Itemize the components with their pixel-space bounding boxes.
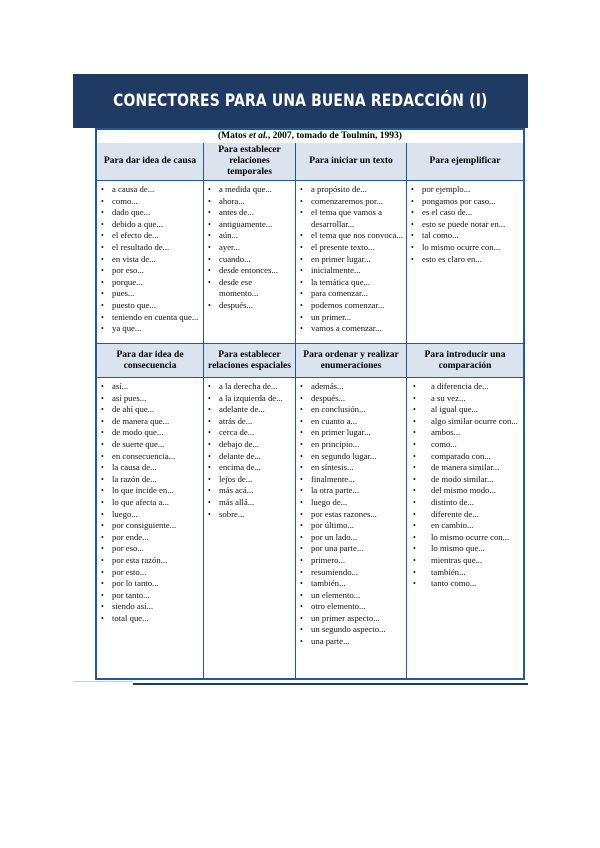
list-item: • a la izquierda de... <box>208 393 292 405</box>
source-italic: et al. <box>248 131 268 141</box>
column-header: Para dar idea de consecuencia <box>97 344 204 378</box>
list-item: • a medida que... <box>208 184 292 196</box>
table-grid <box>97 143 523 678</box>
list-item: • más acá... <box>208 485 292 497</box>
footer-rule-left <box>73 681 133 682</box>
list-item: • en primer lugar... <box>300 254 403 266</box>
list-item: • después... <box>208 300 292 312</box>
list-item: • el efecto de... <box>101 230 200 242</box>
connector-list <box>97 181 203 335</box>
list-item: • lo mismo que... <box>411 543 520 555</box>
list-item: • lejos de... <box>208 474 292 486</box>
list-item: • por esta razón... <box>101 555 200 567</box>
connector-cell <box>296 181 407 344</box>
list-item: • dado que... <box>101 207 200 219</box>
connector-list <box>204 378 295 520</box>
list-item: • por estas razones... <box>300 509 403 521</box>
column-header: Para ordenar y realizar enumeraciones <box>296 344 407 378</box>
list-item: • como... <box>411 439 520 451</box>
list-item: • de modo similar... <box>411 474 520 486</box>
list-item: • el tema que vamos a desarrollar... <box>300 207 403 230</box>
list-item: • ahora... <box>208 196 292 208</box>
source-prefix: (Matos <box>218 131 249 141</box>
list-item: • pongamos por caso... <box>411 196 520 208</box>
list-item: • también... <box>300 578 403 590</box>
list-item: • distinto de... <box>411 497 520 509</box>
list-item: • el presente texto... <box>300 242 403 254</box>
list-item: • además... <box>300 381 403 393</box>
column-header: Para establecer relaciones temporales <box>204 143 296 181</box>
list-item: • de ahí que... <box>101 404 200 416</box>
list-item: • debajo de... <box>208 439 292 451</box>
list-item: • la razón de... <box>101 474 200 486</box>
list-item: • por eso... <box>101 265 200 277</box>
connector-list <box>407 378 523 590</box>
list-item: • primero... <box>300 555 403 567</box>
list-item: • por lo tanto... <box>101 578 200 590</box>
list-item: • de manera similar... <box>411 462 520 474</box>
column-header: Para dar idea de causa <box>97 143 204 181</box>
list-item: • comenzaremos por... <box>300 196 403 208</box>
list-item: • podemos comenzar... <box>300 300 403 312</box>
list-item: • de manera que... <box>101 416 200 428</box>
connector-cell <box>407 378 523 678</box>
list-item: • por eso... <box>101 543 200 555</box>
source-citation <box>97 130 523 144</box>
connector-cell <box>204 181 296 344</box>
list-item: • la temática que... <box>300 277 403 289</box>
list-item: • es el caso de... <box>411 207 520 219</box>
list-item: • en primer lugar... <box>300 427 403 439</box>
list-item: • cerca de... <box>208 427 292 439</box>
list-item: • en principio... <box>300 439 403 451</box>
connector-list <box>407 181 523 265</box>
list-item: • tal como... <box>411 230 520 242</box>
connector-cell <box>407 181 523 344</box>
list-item: • lo mismo ocurre con... <box>411 532 520 544</box>
list-item: • porque... <box>101 277 200 289</box>
list-item: • por tanto... <box>101 590 200 602</box>
list-item: • así pues... <box>101 393 200 405</box>
list-item: • diferente de... <box>411 509 520 521</box>
list-item: • cuando... <box>208 254 292 266</box>
list-item: • para comenzar... <box>300 288 403 300</box>
list-item: • esto se puede notar en... <box>411 219 520 231</box>
list-item: • así... <box>101 381 200 393</box>
list-item: • antiguamente... <box>208 219 292 231</box>
connector-cell <box>204 378 296 678</box>
list-item: • a la derecha de... <box>208 381 292 393</box>
list-item: • atrás de... <box>208 416 292 428</box>
list-item: • algo similar ocurre con... <box>411 416 520 428</box>
connectors-table <box>95 128 525 680</box>
list-item: • de suerte que... <box>101 439 200 451</box>
list-item: • a causa de... <box>101 184 200 196</box>
list-item: • ayer... <box>208 242 292 254</box>
list-item: • el tema que nos convoca... <box>300 230 403 242</box>
list-item: • en cambio... <box>411 520 520 532</box>
list-item: • lo que afecta a... <box>101 497 200 509</box>
list-item: • lo mismo ocurre con... <box>411 242 520 254</box>
connector-list <box>204 181 295 312</box>
title-banner <box>73 74 528 128</box>
list-item: • pues... <box>101 288 200 300</box>
list-item: • esto es claro en... <box>411 254 520 266</box>
list-item: • ambos... <box>411 427 520 439</box>
connector-cell <box>97 181 204 344</box>
column-header: Para establecer relaciones espaciales <box>204 344 296 378</box>
list-item: • por último... <box>300 520 403 532</box>
connector-list <box>97 378 203 624</box>
column-header: Para ejemplificar <box>407 143 523 181</box>
list-item: • finalmente... <box>300 474 403 486</box>
list-item: • debido a que... <box>101 219 200 231</box>
list-item: • luego de... <box>300 497 403 509</box>
list-item: • un elemento... <box>300 590 403 602</box>
column-header: Para introducir una comparación <box>407 344 523 378</box>
column-header: Para iniciar un texto <box>296 143 407 181</box>
list-item: • siendo así... <box>101 601 200 613</box>
list-item: • en cuanto a... <box>300 416 403 428</box>
source-suffix: , 2007, tomado de Toulmin, 1993) <box>267 131 402 141</box>
list-item: • en consecuencia... <box>101 451 200 463</box>
connector-cell <box>296 378 407 678</box>
list-item: • inicialmente... <box>300 265 403 277</box>
list-item: • por una parte... <box>300 543 403 555</box>
list-item: • resumiendo... <box>300 567 403 579</box>
footer-rule <box>133 683 528 685</box>
list-item: • antes de... <box>208 207 292 219</box>
list-item: • por consiguiente... <box>101 520 200 532</box>
list-item: • la causa de... <box>101 462 200 474</box>
body-row <box>97 181 523 344</box>
connector-list <box>296 181 406 335</box>
list-item: • como... <box>101 196 200 208</box>
list-item: • luego... <box>101 509 200 521</box>
list-item: • otro elemento... <box>300 601 403 613</box>
list-item: • de modo que... <box>101 427 200 439</box>
list-item: • ya que... <box>101 323 200 335</box>
list-item: • a propósito de... <box>300 184 403 196</box>
header-row <box>97 344 523 378</box>
page-title: CONECTORES PARA UNA BUENA REDACCIÓN (I) <box>113 91 488 111</box>
list-item: • también... <box>411 567 520 579</box>
list-item: • encima de... <box>208 462 292 474</box>
list-item: • comparado con... <box>411 451 520 463</box>
list-item: • un primer... <box>300 312 403 324</box>
list-item: • delante de... <box>208 451 292 463</box>
list-item: • por ende... <box>101 532 200 544</box>
header-row <box>97 143 523 181</box>
list-item: • una parte... <box>300 636 403 648</box>
list-item: • la otra parte... <box>300 485 403 497</box>
body-row <box>97 378 523 678</box>
list-item: • mientras que... <box>411 555 520 567</box>
list-item: • sobre... <box>208 509 292 521</box>
list-item: • después... <box>300 393 403 405</box>
list-item: • total que... <box>101 613 200 625</box>
connector-list <box>296 378 406 648</box>
list-item: • un primer aspecto... <box>300 613 403 625</box>
list-item: • por un lado... <box>300 532 403 544</box>
list-item: • a su vez... <box>411 393 520 405</box>
list-item: • el resultado de... <box>101 242 200 254</box>
list-item: • en síntesis... <box>300 462 403 474</box>
list-item: • adelante de... <box>208 404 292 416</box>
list-item: • lo que incide en... <box>101 485 200 497</box>
list-item: • desde entonces... <box>208 265 292 277</box>
list-item: • por ejemplo... <box>411 184 520 196</box>
list-item: • a diferencia de... <box>411 381 520 393</box>
list-item: • al igual que... <box>411 404 520 416</box>
list-item: • teniendo en cuenta que... <box>101 312 200 324</box>
list-item: • en vista de... <box>101 254 200 266</box>
list-item: • del mismo modo... <box>411 485 520 497</box>
list-item: • vamos a comenzar... <box>300 323 403 335</box>
list-item: • puesto que... <box>101 300 200 312</box>
list-item: • más allá... <box>208 497 292 509</box>
list-item: • aún... <box>208 230 292 242</box>
list-item: • en conclusión... <box>300 404 403 416</box>
list-item: • un segundo aspecto... <box>300 624 403 636</box>
list-item: • por esto... <box>101 567 200 579</box>
list-item: • desde ese momento... <box>208 277 292 300</box>
connector-cell <box>97 378 204 678</box>
list-item: • en segundo lugar... <box>300 451 403 463</box>
list-item: • tanto como... <box>411 578 520 590</box>
